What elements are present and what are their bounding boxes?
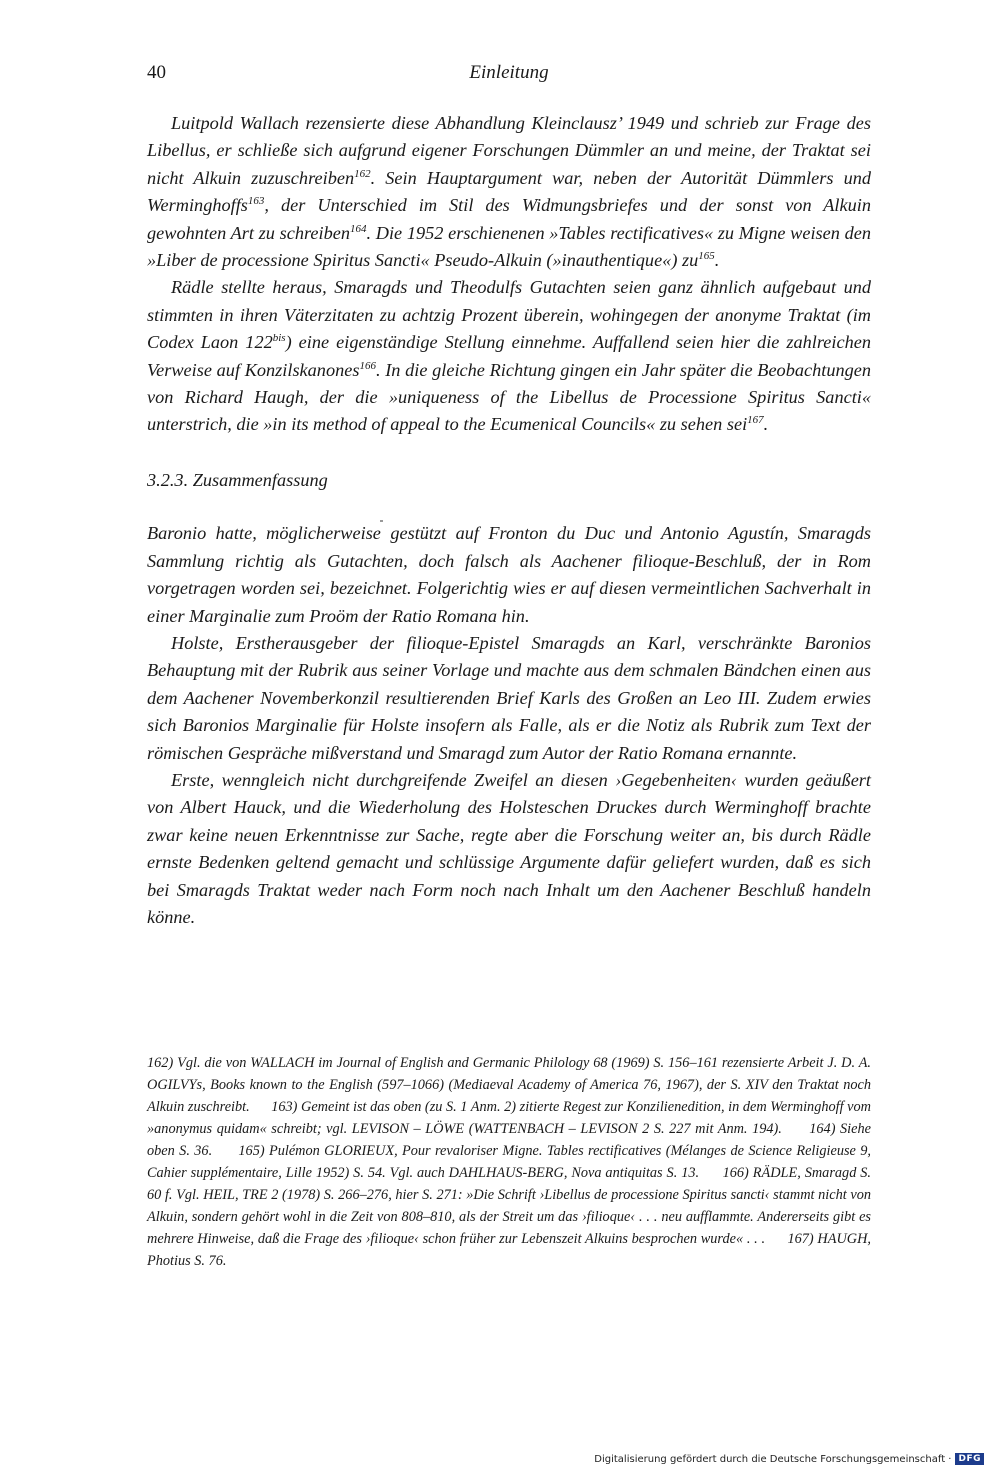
footnote-ref: 167 bbox=[747, 414, 764, 427]
footnote-ref: 166 bbox=[359, 359, 376, 372]
text-run: . bbox=[714, 250, 720, 271]
page-header bbox=[147, 62, 871, 92]
superscript-bis: bis bbox=[272, 332, 286, 345]
text-run: Rädle stellte heraus, Smaragds und Theodulfs Gutachten seien ganz ähnlich aufgebaut und stimmten in ihren Väterzitaten zu achtzig Prozent überein, wohingegen der anonyme Traktat (im Codex Laon 122 bbox=[147, 277, 871, 353]
section-heading: 3.2.3. Zusammenfassung bbox=[147, 469, 328, 490]
text-run: . In die gleiche Richtung gingen ein Jahr später die Beobachtungen von Richard Haugh, der die »uniqueness of the Libellus de Processione Spiritus Sancti« unterstrich, die »in its method of appeal to the Ecumenical Councils« zu sehen sei bbox=[147, 359, 871, 435]
text-run: ) eine eigenständige Stellung einnehme. Auffallend seien hier die zahlreichen Verweise auf Konzilskanones bbox=[147, 332, 871, 380]
footnote-ref: 162 bbox=[354, 167, 371, 180]
text-run: . bbox=[763, 414, 769, 435]
footnotes bbox=[147, 1052, 875, 1272]
text-run: . Die 1952 erschienenen »Tables rectificatives« zu Migne weisen den »Liber de processione Spiritus Sancti« Pseudo-Alkuin (»inauthentique«) zu bbox=[147, 222, 871, 271]
footnote-block: 162) Vgl. die von WALLACH im Journal of English and Germanic Philology 68 (1969) S. 156–161 rezensierte Arbeit J. D. A. OGILVYs, Books known to the English (597–1066) (Mediaeval Academy of America 76, 1967), der S. XIV den Traktat noch Alkuin zuschreibt. 163) Gemeint ist das oben (zu S. 1 Anm. 2) zitierte Regest zur Konzilienedition, in dem Werminghoff vom »anonymus quidam« schreibt; vgl. LEVISON – LÖWE (WATTENBACH – LEVISON 2 S. 227 mit Anm. 194). 164) Siehe oben S. 36. 165) Pulémon GLORIEUX, Pour revaloriser Migne. Tables rectificatives (Mélanges de Science Religieuse 9, Cahier supplémentaire, Lille 1952) S. 54. Vgl. auch DAHLHAUS-BERG, Nova antiquitas S. 13. 166) RÄDLE, Smaragd S. 60 f. Vgl. HEIL, TRE 2 (1978) S. 266–276, hier S. 271: »Die Schrift ›Libellus de processione Spiritus sancti‹ stammt nicht von Alkuin, sondern gehört wohl in die Zeit von 808–810, als der Streit um das ›filioque‹ . . . neu aufflammte. Andererseits gibt es mehrere Hinweise, daß die Frage des ›filioque‹ schon früher zur Lebenszeit Alkuins besprochen wurde« . . . 167) HAUGH, Photius S. 76. bbox=[147, 1055, 875, 1269]
paragraph-raedle bbox=[147, 274, 871, 438]
footnote-ref: 164 bbox=[350, 222, 367, 235]
running-head: Einleitung bbox=[469, 62, 549, 83]
paragraph-zweifel: Erste, wenngleich nicht durchgreifende Zweifel an diesen ›Gegebenheiten‹ wurden geäußert von Albert Hauck, und die Wiederholung des Holsteschen Druckes durch Werminghoff brachte zwar keine neuen Erkenntnisse zur Sache, regte aber die Forschung weiter an, bis durch Rädle ernste Bedenken geltend gemacht und schlüssige Argumente dafür geliefert wurden, daß es sich bei Smaragds Traktat weder nach Form noch nach Inhalt um den Aachener Beschluß handeln könne. bbox=[147, 769, 871, 927]
dfg-logo-icon: DFG bbox=[955, 1453, 984, 1465]
paragraph-baronio: Baronio hatte, möglicherweise gestützt auf Fronton du Duc und Antonio Agustín, Smaragds Sammlung richtig als Gutachten, doch falsch als Aachener filioque-Beschluß, der in Rom vorgetragen worden sei, bezeichnet. Folgerichtig wies er auf diesen vermeintlichen Sachverhalt in einer Marginalie zum Proöm der Ratio Romana hin. bbox=[147, 523, 871, 626]
funding-footer bbox=[594, 1453, 984, 1465]
text-run: . Sein Hauptargument war, neben der Autorität Dümmlers und Werminghoffs bbox=[147, 167, 871, 216]
main-text bbox=[147, 110, 871, 931]
page-number: 40 bbox=[147, 62, 166, 83]
footnote-ref: 163 bbox=[247, 195, 265, 208]
funding-note: Digitalisierung gefördert durch die Deutsche Forschungsgemeinschaft · bbox=[594, 1453, 952, 1465]
paragraph-wallach bbox=[147, 110, 871, 274]
text-run: Luitpold Wallach rezensierte diese Abhandlung Kleinclausz’ 1949 und schrieb zur Frage des Libellus, er schließe sich aufgrund eigener Forschungen Dümmler an und meine, der Traktat sei nicht Alkuin zuzuschreiben bbox=[147, 113, 871, 188]
footnote-ref: 165 bbox=[698, 250, 715, 263]
text-run: , der Unterschied im Stil des Widmungsbriefes und der sonst von Alkuin gewohnten Art zu schreiben bbox=[147, 195, 871, 243]
paragraph-holste: Holste, Erstherausgeber der filioque-Epistel Smaragds an Karl, verschränkte Baronios Behauptung mit der Rubrik aus seiner Vorlage und machte aus dem schmalen Bändchen einen aus dem Aachener Novemberkonzil resultierenden Brief Karls des Großen an Leo III. Zudem erwies sich Baronios Marginalie für Holste insofern als Falle, als er die Notiz als Rubrik zum Text der römischen Gespräche mißverstand und Smaragd zum Autor der Ratio Romana ernannte. bbox=[147, 632, 871, 763]
scan-speck bbox=[380, 520, 383, 522]
